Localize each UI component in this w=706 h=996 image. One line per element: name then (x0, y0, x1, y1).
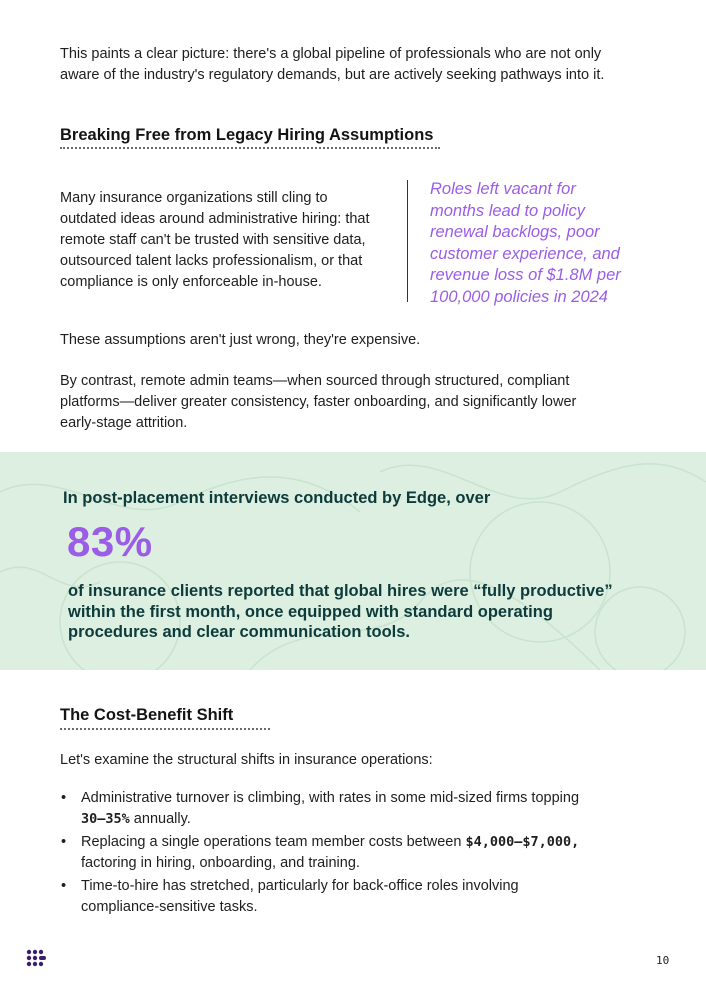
stat-description-line: procedures and clear communication tools. (68, 623, 410, 641)
section-heading-cost-benefit (60, 706, 233, 725)
intro-line-2: aware of the industry's regulatory demands, but are actively seeking pathways into it. (60, 67, 605, 83)
bullet-text: compliance-sensitive tasks. (81, 899, 258, 915)
cost-benefit-lead (60, 750, 680, 771)
list-item (60, 788, 660, 830)
body-line: Many insurance organizations still cling to (60, 190, 328, 206)
stat-description-line: of insurance clients reported that global hires were “fully productive” (68, 582, 613, 600)
pull-quote-rule (407, 180, 408, 302)
section-heading-text: Breaking Free from Legacy Hiring Assumptions (60, 126, 434, 144)
stat-callout-band (0, 452, 706, 670)
section-heading-legacy (60, 126, 433, 145)
body-line: outdated ideas around administrative hiring: that (60, 211, 370, 227)
legacy-body-paragraph (60, 188, 400, 293)
bullet-dot: • (61, 790, 67, 806)
lead-line: Let's examine the structural shifts in insurance operations: (60, 752, 433, 768)
stat-intro: In post-placement interviews conducted by Edge, over (63, 489, 491, 507)
intro-line-1: This paints a clear picture: there's a global pipeline of professionals who are not only (60, 46, 602, 62)
list-item (60, 832, 660, 874)
pull-quote-line: months lead to policy (430, 201, 586, 220)
stat-description (68, 581, 668, 643)
body-line: remote staff can't be trusted with sensitive data, (60, 232, 366, 248)
bullet-text: Replacing a single operations team member costs between (81, 834, 466, 850)
contrast-line: early-stage attrition. (60, 415, 188, 431)
pull-quote (430, 179, 690, 308)
edge-dots-logo-icon (26, 949, 48, 971)
pull-quote-line: customer experience, and (430, 244, 620, 263)
bullet-text: Time-to-hire has stretched, particularly for back-office roles involving (81, 878, 519, 894)
bullet-highlight: 30–35% (81, 811, 130, 827)
bullet-text: factoring in hiring, onboarding, and training. (81, 855, 360, 871)
contrast-line: By contrast, remote admin teams—when sourced through structured, compliant (60, 373, 570, 389)
pull-quote-line: Roles left vacant for (430, 180, 576, 198)
body-line: compliance is only enforceable in-house. (60, 274, 322, 290)
bullet-text: annually. (129, 811, 191, 827)
intro-paragraph (60, 44, 680, 86)
body-line: outsourced talent lacks professionalism, or that (60, 253, 363, 269)
pull-quote-line: 100,000 policies in 2024 (430, 287, 608, 306)
list-item (60, 876, 660, 918)
bullet-dot: • (61, 834, 67, 850)
assumptions-paragraph (60, 330, 680, 351)
pull-quote-line: revenue loss of $1.8M per (430, 266, 621, 284)
heading-dotted-underline (60, 147, 440, 149)
contrast-paragraph (60, 371, 680, 434)
heading-dotted-underline (60, 728, 270, 730)
bullet-dot: • (61, 878, 67, 894)
bullet-text: Administrative turnover is climbing, with rates in some mid-sized firms topping (81, 790, 580, 806)
stat-value: 83% (67, 518, 153, 565)
pull-quote-line: renewal backlogs, poor (430, 223, 600, 241)
bullet-highlight: $4,000–$7,000, (465, 834, 580, 850)
cost-benefit-list (60, 788, 660, 920)
section-heading-text: The Cost-Benefit Shift (60, 706, 234, 724)
contrast-line: platforms—deliver greater consistency, faster onboarding, and significantly lower (60, 394, 577, 410)
page-number: 10 (656, 954, 670, 967)
stat-description-line: within the first month, once equipped with standard operating (68, 602, 553, 621)
assumptions-line: These assumptions aren't just wrong, they're expensive. (60, 332, 421, 348)
